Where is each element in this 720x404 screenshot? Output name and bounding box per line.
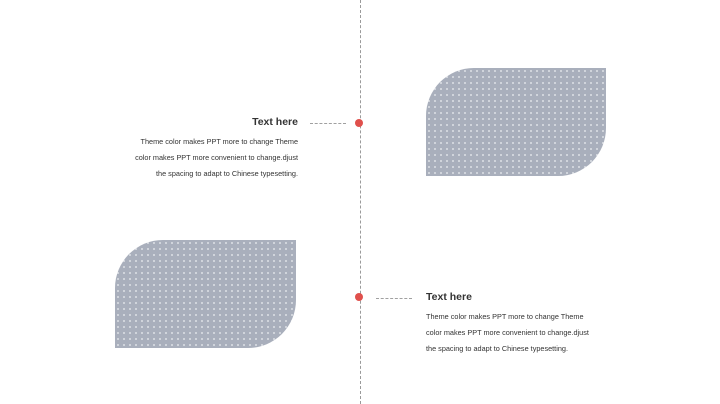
timeline-dot [355, 119, 363, 127]
image-placeholder-shape [115, 240, 296, 348]
connector-line [376, 298, 412, 299]
description-line: color makes PPT more convenient to change.djust [135, 153, 298, 162]
item-title: Text here [426, 291, 472, 303]
item-description [98, 134, 298, 182]
description-line: the spacing to adapt to Chinese typesetting. [426, 344, 568, 353]
description-line: the spacing to adapt to Chinese typesetting. [156, 169, 298, 178]
connector-line [310, 123, 346, 124]
description-line: color makes PPT more convenient to change.djust [426, 328, 589, 337]
item-description [426, 309, 626, 357]
description-line: Theme color makes PPT more to change Theme [140, 137, 298, 146]
timeline-dot [355, 293, 363, 301]
image-placeholder-shape [426, 68, 606, 176]
timeline-line [360, 0, 361, 404]
item-title: Text here [252, 116, 298, 128]
description-line: Theme color makes PPT more to change Theme [426, 312, 584, 321]
